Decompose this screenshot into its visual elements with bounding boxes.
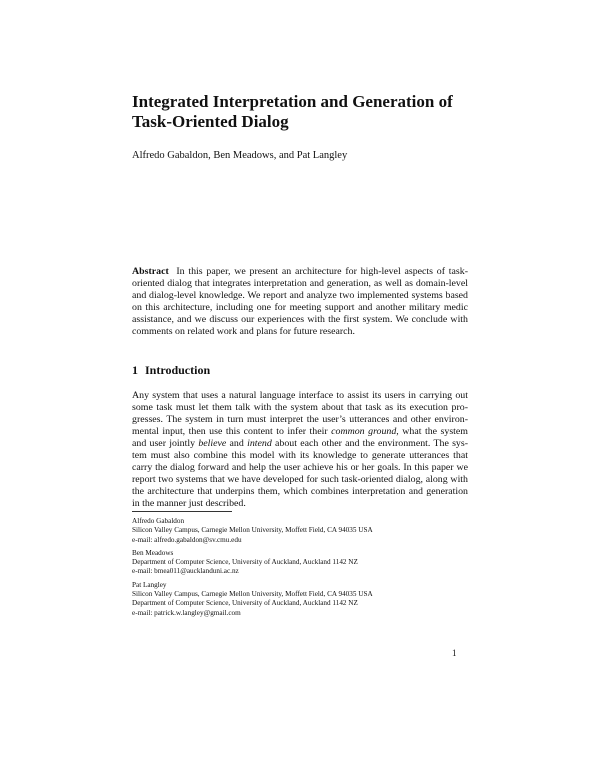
body-line: Any system that uses a natural language interface to assist its users in carrying out bbox=[132, 390, 468, 401]
body-line: in the manner just described. bbox=[132, 498, 246, 509]
section-heading bbox=[132, 363, 210, 378]
body-line: some task must let them talk with the system about that task as its execution pro- bbox=[132, 402, 468, 413]
abstract bbox=[132, 266, 468, 338]
body-line: the architecture that underpins them, which combines interpretation and generation bbox=[132, 486, 468, 497]
body-line: mental input, then use this content to infer their common ground, what the system bbox=[132, 426, 468, 437]
paper-title bbox=[132, 92, 472, 132]
page-number: 1 bbox=[452, 648, 457, 658]
footnote-line: Department of Computer Science, University of Auckland, Auckland 1142 NZ bbox=[132, 558, 358, 567]
author-footnotes bbox=[132, 517, 468, 622]
footnote-line: Silicon Valley Campus, Carnegie Mellon University, Moffett Field, CA 94035 USA bbox=[132, 526, 373, 535]
footnote-author-meadows bbox=[132, 549, 468, 577]
footnote-author-gabaldon bbox=[132, 517, 468, 545]
body-line: tem must also combine this model with its knowledge to generate utterances that bbox=[132, 450, 468, 461]
introduction-body bbox=[132, 390, 468, 510]
footnote-line: Pat Langley bbox=[132, 580, 167, 589]
title-line: Integrated Interpretation and Generation of bbox=[132, 92, 453, 111]
body-line: and user jointly believe and intend about each other and the environment. The sys- bbox=[132, 438, 469, 449]
author-list: Alfredo Gabaldon, Ben Meadows, and Pat Langley bbox=[132, 150, 348, 161]
footnote-line: Silicon Valley Campus, Carnegie Mellon University, Moffett Field, CA 94035 USA bbox=[132, 590, 373, 599]
footnote-line: e-mail: patrick.w.langley@gmail.com bbox=[132, 608, 241, 617]
body-line: gresses. The system in turn must interpret the user’s utterances and other environ- bbox=[132, 414, 468, 425]
title-line: Task-Oriented Dialog bbox=[132, 112, 289, 131]
footnote-line: Alfredo Gabaldon bbox=[132, 517, 185, 525]
footnote-line: Ben Meadows bbox=[132, 548, 174, 557]
footnote-line: Department of Computer Science, University of Auckland, Auckland 1142 NZ bbox=[132, 599, 358, 608]
section-title: Introduction bbox=[145, 363, 211, 377]
footnote-line: e-mail: bmea011@aucklanduni.ac.nz bbox=[132, 567, 239, 576]
abstract-text: In this paper, we present an architecture for high-level aspects of task-oriented dialog that integrates interpretation and generation, as well as domain-level and dialog-level knowledge. We report and analyze two implemented systems based on this architecture, including one for meeting support and another military medic assistance, and we discuss our experiences with the first system. We conclude with comments on related work and plans for future research. bbox=[132, 266, 469, 337]
footnote-author-langley bbox=[132, 581, 468, 618]
footnote-rule bbox=[132, 511, 232, 512]
body-line: report two systems that we have developed for such task-oriented dialog, along with bbox=[132, 474, 468, 485]
footnote-line: e-mail: alfredo.gabaldon@sv.cmu.edu bbox=[132, 535, 242, 544]
body-line: carry the dialog forward and help the user achieve his or her goals. In this paper we bbox=[132, 462, 468, 473]
section-number: 1 bbox=[132, 363, 138, 377]
abstract-heading: Abstract bbox=[132, 266, 169, 277]
